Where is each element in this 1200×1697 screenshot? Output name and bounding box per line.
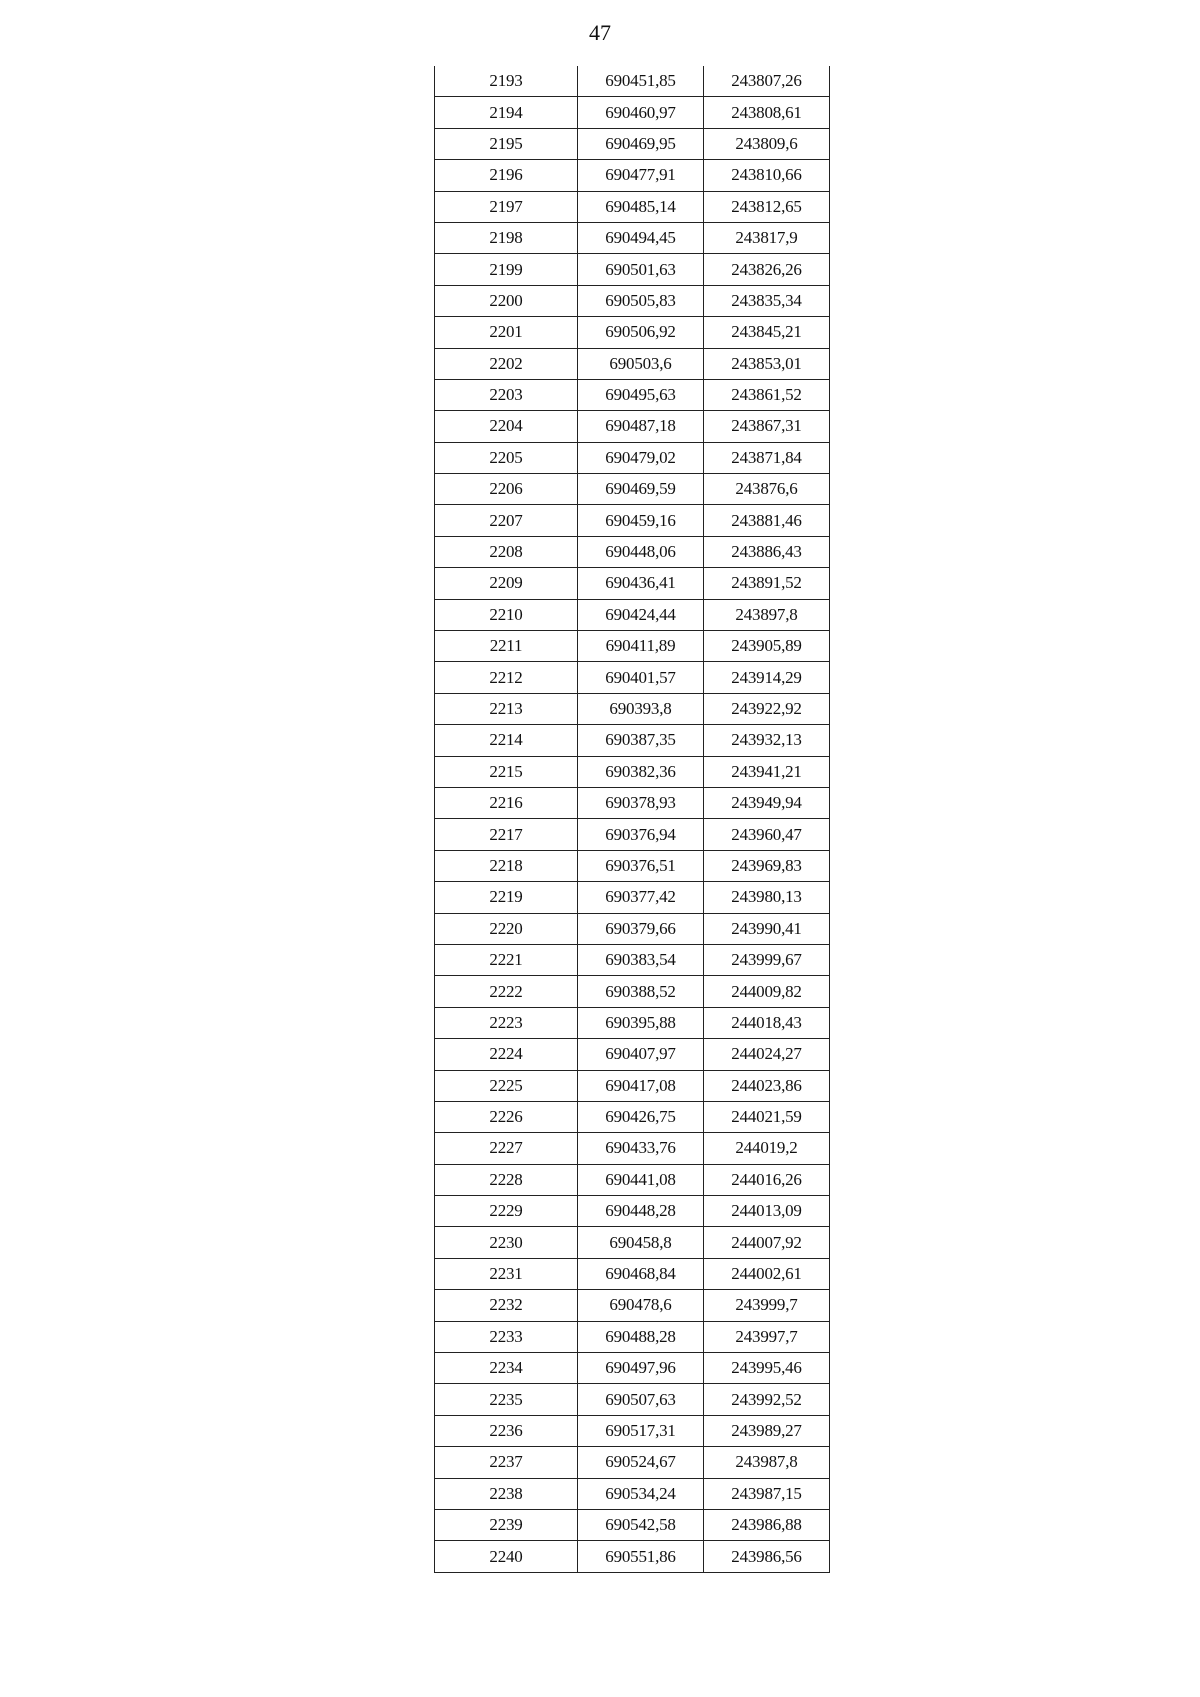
y-coordinate-cell: 243932,13 xyxy=(704,725,830,756)
table-row xyxy=(435,474,830,505)
y-coordinate-cell: 243922,92 xyxy=(704,693,830,724)
y-coordinate-cell: 244002,61 xyxy=(704,1258,830,1289)
table-row xyxy=(435,693,830,724)
point-number-cell: 2200 xyxy=(435,285,578,316)
y-coordinate-cell: 243809,6 xyxy=(704,128,830,159)
table-row xyxy=(435,1007,830,1038)
y-coordinate-cell: 243987,8 xyxy=(704,1447,830,1478)
point-number-cell: 2230 xyxy=(435,1227,578,1258)
point-number-cell: 2237 xyxy=(435,1447,578,1478)
table-row xyxy=(435,379,830,410)
point-number-cell: 2193 xyxy=(435,66,578,97)
x-coordinate-cell: 690388,52 xyxy=(578,976,704,1007)
y-coordinate-cell: 243995,46 xyxy=(704,1353,830,1384)
y-coordinate-cell: 243808,61 xyxy=(704,97,830,128)
x-coordinate-cell: 690424,44 xyxy=(578,599,704,630)
x-coordinate-cell: 690393,8 xyxy=(578,693,704,724)
point-number-cell: 2195 xyxy=(435,128,578,159)
coordinates-table xyxy=(434,66,830,1573)
point-number-cell: 2206 xyxy=(435,474,578,505)
x-coordinate-cell: 690395,88 xyxy=(578,1007,704,1038)
x-coordinate-cell: 690468,84 xyxy=(578,1258,704,1289)
x-coordinate-cell: 690477,91 xyxy=(578,160,704,191)
y-coordinate-cell: 243914,29 xyxy=(704,662,830,693)
point-number-cell: 2198 xyxy=(435,222,578,253)
x-coordinate-cell: 690382,36 xyxy=(578,756,704,787)
point-number-cell: 2211 xyxy=(435,631,578,662)
table-row xyxy=(435,631,830,662)
y-coordinate-cell: 243871,84 xyxy=(704,442,830,473)
y-coordinate-cell: 243969,83 xyxy=(704,850,830,881)
point-number-cell: 2194 xyxy=(435,97,578,128)
x-coordinate-cell: 690478,6 xyxy=(578,1290,704,1321)
point-number-cell: 2214 xyxy=(435,725,578,756)
point-number-cell: 2231 xyxy=(435,1258,578,1289)
x-coordinate-cell: 690507,63 xyxy=(578,1384,704,1415)
y-coordinate-cell: 243980,13 xyxy=(704,882,830,913)
table-row xyxy=(435,882,830,913)
y-coordinate-cell: 244024,27 xyxy=(704,1039,830,1070)
table-row xyxy=(435,97,830,128)
x-coordinate-cell: 690379,66 xyxy=(578,913,704,944)
point-number-cell: 2235 xyxy=(435,1384,578,1415)
y-coordinate-cell: 243992,52 xyxy=(704,1384,830,1415)
point-number-cell: 2196 xyxy=(435,160,578,191)
point-number-cell: 2216 xyxy=(435,787,578,818)
x-coordinate-cell: 690387,35 xyxy=(578,725,704,756)
point-number-cell: 2232 xyxy=(435,1290,578,1321)
table-row xyxy=(435,1039,830,1070)
x-coordinate-cell: 690383,54 xyxy=(578,944,704,975)
x-coordinate-cell: 690479,02 xyxy=(578,442,704,473)
y-coordinate-cell: 244018,43 xyxy=(704,1007,830,1038)
table-row xyxy=(435,66,830,97)
table-row xyxy=(435,1478,830,1509)
table-row xyxy=(435,819,830,850)
point-number-cell: 2215 xyxy=(435,756,578,787)
point-number-cell: 2219 xyxy=(435,882,578,913)
point-number-cell: 2223 xyxy=(435,1007,578,1038)
table-row xyxy=(435,1101,830,1132)
x-coordinate-cell: 690448,28 xyxy=(578,1196,704,1227)
y-coordinate-cell: 244019,2 xyxy=(704,1133,830,1164)
y-coordinate-cell: 243999,7 xyxy=(704,1290,830,1321)
x-coordinate-cell: 690426,75 xyxy=(578,1101,704,1132)
point-number-cell: 2205 xyxy=(435,442,578,473)
x-coordinate-cell: 690551,86 xyxy=(578,1541,704,1572)
y-coordinate-cell: 243986,88 xyxy=(704,1509,830,1540)
table-row xyxy=(435,756,830,787)
y-coordinate-cell: 243990,41 xyxy=(704,913,830,944)
x-coordinate-cell: 690497,96 xyxy=(578,1353,704,1384)
x-coordinate-cell: 690376,94 xyxy=(578,819,704,850)
y-coordinate-cell: 243826,26 xyxy=(704,254,830,285)
table-row xyxy=(435,536,830,567)
y-coordinate-cell: 243861,52 xyxy=(704,379,830,410)
table-row xyxy=(435,1070,830,1101)
point-number-cell: 2222 xyxy=(435,976,578,1007)
x-coordinate-cell: 690459,16 xyxy=(578,505,704,536)
point-number-cell: 2233 xyxy=(435,1321,578,1352)
y-coordinate-cell: 244016,26 xyxy=(704,1164,830,1195)
y-coordinate-cell: 243853,01 xyxy=(704,348,830,379)
y-coordinate-cell: 243881,46 xyxy=(704,505,830,536)
point-number-cell: 2202 xyxy=(435,348,578,379)
x-coordinate-cell: 690501,63 xyxy=(578,254,704,285)
point-number-cell: 2201 xyxy=(435,317,578,348)
table-row xyxy=(435,850,830,881)
x-coordinate-cell: 690487,18 xyxy=(578,411,704,442)
x-coordinate-cell: 690460,97 xyxy=(578,97,704,128)
y-coordinate-cell: 243989,27 xyxy=(704,1415,830,1446)
table-row xyxy=(435,944,830,975)
y-coordinate-cell: 243905,89 xyxy=(704,631,830,662)
y-coordinate-cell: 243817,9 xyxy=(704,222,830,253)
y-coordinate-cell: 244023,86 xyxy=(704,1070,830,1101)
y-coordinate-cell: 243876,6 xyxy=(704,474,830,505)
table-row xyxy=(435,1353,830,1384)
y-coordinate-cell: 243986,56 xyxy=(704,1541,830,1572)
x-coordinate-cell: 690433,76 xyxy=(578,1133,704,1164)
x-coordinate-cell: 690506,92 xyxy=(578,317,704,348)
table-row xyxy=(435,317,830,348)
point-number-cell: 2199 xyxy=(435,254,578,285)
y-coordinate-cell: 244021,59 xyxy=(704,1101,830,1132)
x-coordinate-cell: 690441,08 xyxy=(578,1164,704,1195)
x-coordinate-cell: 690503,6 xyxy=(578,348,704,379)
point-number-cell: 2236 xyxy=(435,1415,578,1446)
point-number-cell: 2226 xyxy=(435,1101,578,1132)
table-row xyxy=(435,348,830,379)
table-row xyxy=(435,1258,830,1289)
point-number-cell: 2213 xyxy=(435,693,578,724)
y-coordinate-cell: 243810,66 xyxy=(704,160,830,191)
x-coordinate-cell: 690458,8 xyxy=(578,1227,704,1258)
y-coordinate-cell: 243997,7 xyxy=(704,1321,830,1352)
point-number-cell: 2209 xyxy=(435,568,578,599)
y-coordinate-cell: 243941,21 xyxy=(704,756,830,787)
table-row xyxy=(435,254,830,285)
table-row xyxy=(435,222,830,253)
y-coordinate-cell: 243960,47 xyxy=(704,819,830,850)
x-coordinate-cell: 690378,93 xyxy=(578,787,704,818)
table-row xyxy=(435,505,830,536)
point-number-cell: 2220 xyxy=(435,913,578,944)
y-coordinate-cell: 243891,52 xyxy=(704,568,830,599)
x-coordinate-cell: 690401,57 xyxy=(578,662,704,693)
table-row xyxy=(435,1290,830,1321)
y-coordinate-cell: 244013,09 xyxy=(704,1196,830,1227)
table-row xyxy=(435,1196,830,1227)
x-coordinate-cell: 690494,45 xyxy=(578,222,704,253)
x-coordinate-cell: 690376,51 xyxy=(578,850,704,881)
x-coordinate-cell: 690485,14 xyxy=(578,191,704,222)
y-coordinate-cell: 243987,15 xyxy=(704,1478,830,1509)
table-row xyxy=(435,1447,830,1478)
x-coordinate-cell: 690534,24 xyxy=(578,1478,704,1509)
point-number-cell: 2204 xyxy=(435,411,578,442)
table-row xyxy=(435,1164,830,1195)
y-coordinate-cell: 243999,67 xyxy=(704,944,830,975)
point-number-cell: 2228 xyxy=(435,1164,578,1195)
x-coordinate-cell: 690451,85 xyxy=(578,66,704,97)
table-row xyxy=(435,787,830,818)
point-number-cell: 2221 xyxy=(435,944,578,975)
x-coordinate-cell: 690542,58 xyxy=(578,1509,704,1540)
table-row xyxy=(435,442,830,473)
x-coordinate-cell: 690488,28 xyxy=(578,1321,704,1352)
table-row xyxy=(435,725,830,756)
table-row xyxy=(435,1509,830,1540)
table-row xyxy=(435,411,830,442)
y-coordinate-cell: 243867,31 xyxy=(704,411,830,442)
x-coordinate-cell: 690517,31 xyxy=(578,1415,704,1446)
table-row xyxy=(435,191,830,222)
y-coordinate-cell: 243812,65 xyxy=(704,191,830,222)
table-row xyxy=(435,662,830,693)
point-number-cell: 2203 xyxy=(435,379,578,410)
point-number-cell: 2212 xyxy=(435,662,578,693)
x-coordinate-cell: 690495,63 xyxy=(578,379,704,410)
y-coordinate-cell: 244007,92 xyxy=(704,1227,830,1258)
point-number-cell: 2225 xyxy=(435,1070,578,1101)
point-number-cell: 2217 xyxy=(435,819,578,850)
point-number-cell: 2197 xyxy=(435,191,578,222)
x-coordinate-cell: 690505,83 xyxy=(578,285,704,316)
table-row xyxy=(435,1541,830,1572)
point-number-cell: 2239 xyxy=(435,1509,578,1540)
x-coordinate-cell: 690469,95 xyxy=(578,128,704,159)
point-number-cell: 2227 xyxy=(435,1133,578,1164)
y-coordinate-cell: 243807,26 xyxy=(704,66,830,97)
point-number-cell: 2229 xyxy=(435,1196,578,1227)
x-coordinate-cell: 690411,89 xyxy=(578,631,704,662)
x-coordinate-cell: 690407,97 xyxy=(578,1039,704,1070)
y-coordinate-cell: 243845,21 xyxy=(704,317,830,348)
table-row xyxy=(435,1133,830,1164)
table-row xyxy=(435,1415,830,1446)
point-number-cell: 2207 xyxy=(435,505,578,536)
point-number-cell: 2224 xyxy=(435,1039,578,1070)
table-row xyxy=(435,128,830,159)
point-number-cell: 2208 xyxy=(435,536,578,567)
table-row xyxy=(435,976,830,1007)
y-coordinate-cell: 244009,82 xyxy=(704,976,830,1007)
point-number-cell: 2210 xyxy=(435,599,578,630)
point-number-cell: 2240 xyxy=(435,1541,578,1572)
x-coordinate-cell: 690524,67 xyxy=(578,1447,704,1478)
y-coordinate-cell: 243897,8 xyxy=(704,599,830,630)
table-row xyxy=(435,599,830,630)
table-row xyxy=(435,285,830,316)
table-row xyxy=(435,913,830,944)
y-coordinate-cell: 243886,43 xyxy=(704,536,830,567)
page-number: 47 xyxy=(589,20,611,45)
y-coordinate-cell: 243835,34 xyxy=(704,285,830,316)
x-coordinate-cell: 690448,06 xyxy=(578,536,704,567)
point-number-cell: 2238 xyxy=(435,1478,578,1509)
point-number-cell: 2234 xyxy=(435,1353,578,1384)
x-coordinate-cell: 690436,41 xyxy=(578,568,704,599)
table-row xyxy=(435,1227,830,1258)
coordinates-table-body xyxy=(435,66,830,1572)
table-row xyxy=(435,1321,830,1352)
y-coordinate-cell: 243949,94 xyxy=(704,787,830,818)
table-row xyxy=(435,568,830,599)
table-row xyxy=(435,160,830,191)
table-row xyxy=(435,1384,830,1415)
x-coordinate-cell: 690469,59 xyxy=(578,474,704,505)
x-coordinate-cell: 690417,08 xyxy=(578,1070,704,1101)
x-coordinate-cell: 690377,42 xyxy=(578,882,704,913)
point-number-cell: 2218 xyxy=(435,850,578,881)
